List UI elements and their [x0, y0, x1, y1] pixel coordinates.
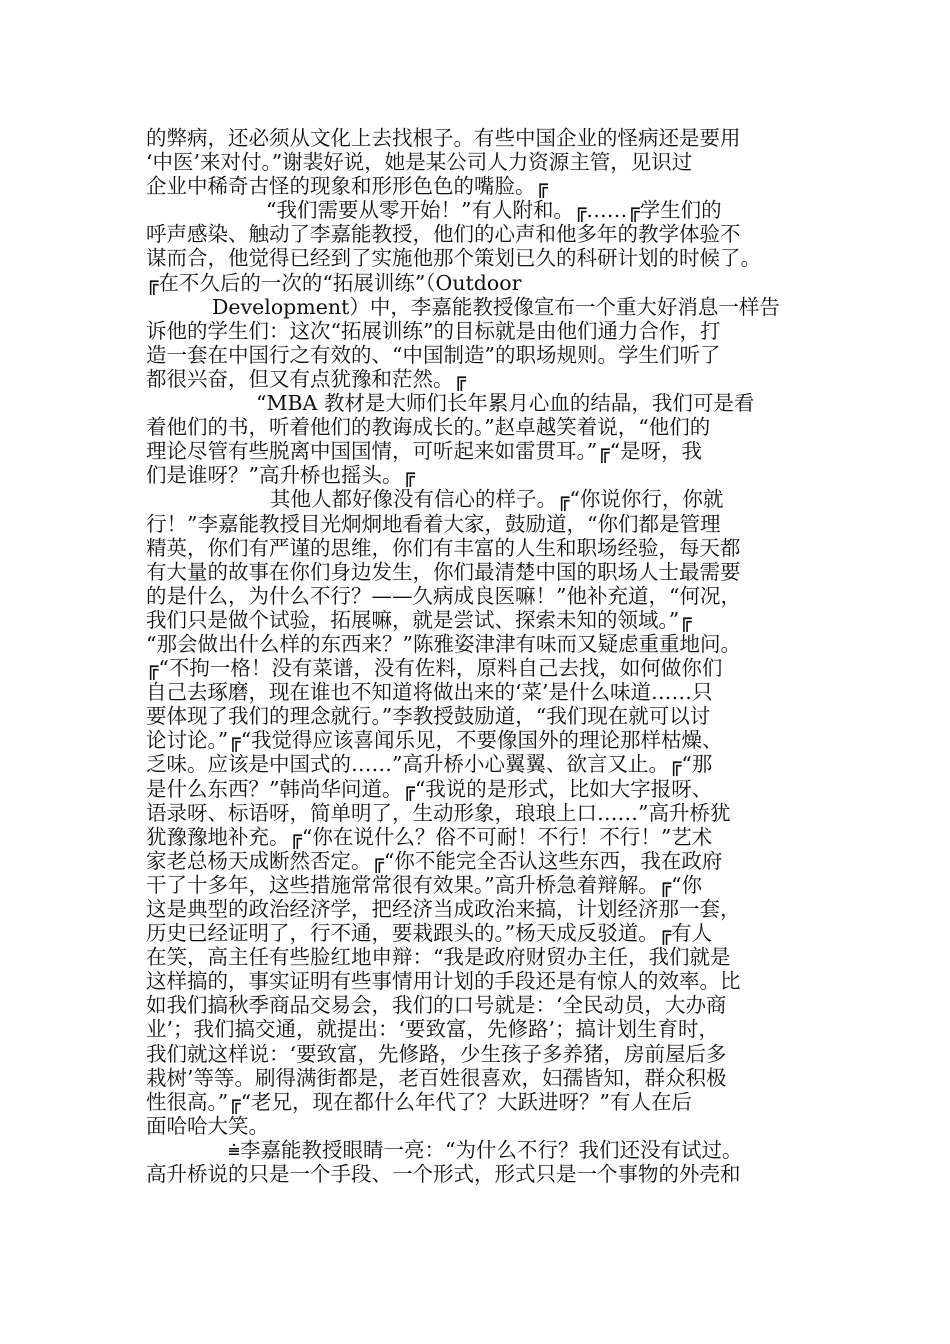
text-line: 的是什么，为什么不行？——久病成良医嘛！”他补充道，“何况，: [146, 583, 741, 608]
text-line: 要体现了我们的理念就行。”李教授鼓励道，“我们现在就可以讨: [146, 704, 711, 729]
text-line: ╔在不久后的一次的“拓展训练”（Outdoor: [146, 270, 522, 295]
text-line: 精英，你们有严谨的思维，你们有丰富的人生和职场经验，每天都: [146, 535, 741, 560]
text-line: 的弊病，还必须从文化上去找根子。有些中国企业的怪病还是要用: [146, 126, 741, 150]
text-line: 理论尽管有些脱离中国国情，可听起来如雷贯耳。”╔“是呀，我: [146, 439, 703, 464]
text-line: 论讨论。”╔“我觉得应该喜闻乐见，不要像国外的理论那样枯燥、: [146, 728, 723, 753]
text-line: 如我们搞秋季商品交易会，我们的口号就是：‘全民动员，大办商: [146, 993, 727, 1018]
text-line: 高升桥说的只是一个手段、一个形式，形式只是一个事物的外壳和: [146, 1162, 741, 1187]
text-line: 犹豫豫地补充。╔“你在说什么？俗不可耐！不行！不行！”艺术: [146, 824, 713, 849]
text-line: ‘中医’来对付。”谢裴好说，她是某公司人力资源主管，见识过: [146, 150, 693, 175]
text-line: 自己去琢磨，现在谁也不知道将做出来的‘菜’是什么味道……只: [146, 680, 713, 705]
text-line: 其他人都好像没有信心的样子。╔“你说你行，你就: [270, 487, 724, 512]
text-line: 我们就这样说：‘要致富，先修路，少生孩子多养猪，房前屋后多: [146, 1041, 727, 1066]
text-line: 行！”李嘉能教授目光炯炯地看着大家，鼓励道，“你们都是管理: [146, 511, 721, 536]
text-line: 这样搞的，事实证明有些事情用计划的手段还是有惊人的效率。比: [146, 969, 741, 994]
text-line: 性很高。”╔“老兄，现在都什么年代了？大跃进呀？”有人在后: [146, 1089, 693, 1114]
text-line: Development）中，李嘉能教授像宣布一个重大好消息一样告: [212, 294, 780, 319]
text-line: ╔“不拘一格！没有菜谱，没有佐料，原料自己去找，如何做你们: [146, 656, 723, 681]
text-line: 谋而合，他觉得已经到了实施他那个策划已久的科研计划的时候了。: [146, 246, 761, 271]
text-line: 在笑，高主任有些脸红地申辩：“我是政府财贸办主任，我们就是: [146, 945, 731, 970]
text-line: 是什么东西？”韩尚华问道。╔“我说的是形式，比如大字报呀、: [146, 776, 713, 801]
text-line: 造一套在中国行之有效的、“中国制造”的职场规则。学生们听了: [146, 342, 721, 367]
text-line: 语录呀、标语呀，简单明了，生动形象，琅琅上口……”高升桥犹: [146, 800, 731, 825]
text-line: 面哈哈大笑。: [146, 1113, 269, 1138]
text-line: 栽树’等等。刷得满街都是，老百姓很喜欢，妇孺皆知，群众积极: [146, 1065, 727, 1090]
text-line: 干了十多年，这些措施常常很有效果。”高升桥急着辩解。╔“你: [146, 872, 703, 897]
text-line: 业’；我们搞交通，就提出：‘要致富，先修路’；搞计划生育时，: [146, 1017, 720, 1042]
text-line: 家老总杨天成断然否定。╔“你不能完全否认这些东西，我在政府: [146, 848, 723, 873]
text-line: 这是典型的政治经济学，把经济当成政治来搞，计划经济那一套，: [146, 897, 741, 921]
text-line: “我们需要从零开始！”有人附和。╔……╔学生们的: [266, 198, 722, 223]
text-line: 呼声感染、触动了李嘉能教授，他们的心声和他多年的教学体验不: [146, 222, 741, 247]
text-line: 都很兴奋，但又有点犹豫和茫然。╔: [146, 366, 466, 391]
text-line: 诉他的学生们：这次“拓展训练”的目标就是由他们通力合作，打: [146, 318, 721, 343]
body-text: [146, 126, 818, 1186]
text-line: 企业中稀奇古怪的现象和形形色色的嘴脸。╔: [146, 174, 548, 199]
text-line: 着他们的书，听着他们的教诲成长的。”赵卓越笑着说，“他们的: [146, 415, 711, 440]
text-line: 们是谁呀？”高升桥也摇头。╔: [146, 463, 415, 488]
text-line: 历史已经证明了，行不通，要栽跟头的。”杨天成反驳道。╔有人: [146, 921, 713, 946]
text-line: ⩧李嘉能教授眼睛一亮：“为什么不行？我们还没有试过。: [228, 1137, 743, 1162]
text-line: 我们只是做个试验，拓展嘛，就是尝试、探索未知的领域。”╔: [146, 607, 692, 632]
text-line: 有大量的故事在你们身边发生，你们最清楚中国的职场人士最需要: [146, 559, 741, 584]
text-line: 乏味。应该是中国式的……”高升桥小心翼翼、欲言又止。╔“那: [146, 752, 713, 777]
text-line: “MBA 教材是大师们长年累月心血的结晶，我们可是看: [256, 391, 755, 416]
text-line: “那会做出什么样的东西来？”陈雅姿津津有味而又疑虑重重地问。: [146, 631, 741, 656]
